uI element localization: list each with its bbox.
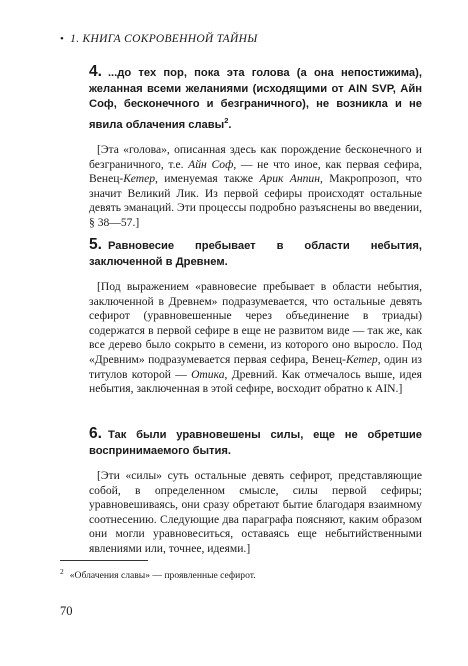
- header-bullet: •: [60, 33, 65, 45]
- text-run: , — не что иное, как первая сефира, Венец-: [89, 157, 422, 186]
- italic-term: Айн Соф: [188, 157, 234, 171]
- section-heading: 4. ...до тех пор, пока эта голова (а она непостижима), желанная всеми желаниями (исходящими от AIN SVP, Айн Соф, бесконечного и безграничного), не возникла и не явила облачения славы$^2$.: [89, 63, 422, 131]
- footnote-divider: [60, 560, 148, 561]
- footnote: [60, 566, 420, 582]
- section-number: 4.: [89, 63, 102, 80]
- header-title: 1. КНИГА СОКРОВЕННОЙ ТАЙНЫ: [70, 33, 258, 45]
- italic-term: Арик Анпин: [259, 172, 320, 186]
- section-heading-text: Так были уравновешены силы, еще не обретшие воспринимаемого бытия.: [89, 429, 422, 457]
- section-number: 5.: [89, 236, 102, 253]
- commentary-paragraph: [Эти «силы» суть остальные девять сефирот, представляющие собой, в определенном смысле, силы первой сефиры; уравновешиваясь, они сразу обретают бытие благодаря взаимному соотнесению. Следующие два параграфа поясняют, каким образом они могли уравновеситься, оставаясь еще небытийственными явлениями или, точнее, идеями.]: [89, 469, 422, 555]
- section-heading: [89, 237, 422, 270]
- running-header: [60, 33, 420, 45]
- section-4: [89, 64, 422, 231]
- footnote-text: «Облачения славы» — проявленные сефирот.: [69, 570, 256, 581]
- section-commentary: [89, 280, 422, 397]
- commentary-paragraph: [89, 143, 422, 231]
- section-heading-text: ...до тех пор, пока эта голова (а она непостижима), желанная всеми желаниями (исходящими от AIN SVP, Айн Соф, бесконечного и безграничного), не возникла и не явила облачения славы: [89, 67, 422, 131]
- section-heading: [89, 426, 422, 459]
- page-number: 70: [60, 604, 73, 618]
- text-run: , Древний. Как отмечалось выше, идея небытия, заключенная в этой сефире, восходит обратно к AIN.]: [89, 367, 422, 396]
- section-commentary: [89, 469, 422, 557]
- text-run: [Под выражением «равновесие пребывает в области небытия, заключенной в Древнем» подразумевается, что остальные девять сефирот (уравновешенные через объединение в триады) содержатся в первой сефире в еще не развитом виде — так же, как все дерево было сокрыто в семени, из которого оно выросло. Под «Древним» подразумевается первая сефира, Венец-: [89, 280, 422, 366]
- section-commentary: [89, 143, 422, 231]
- section-heading-text: Равновесие пребывает в области небытия, заключенной в Древнем.: [89, 240, 422, 268]
- text-run: , именуемая также: [155, 172, 253, 186]
- text-run: [Эта «голова», описанная здесь как порождение бесконечного и безграничного, т.е.: [89, 143, 422, 171]
- italic-term: Отика: [191, 367, 225, 381]
- italic-term: Кетер: [346, 352, 378, 366]
- section-5: [89, 237, 422, 397]
- text-run: , Макропрозоп, что значит Великий Лик. Из первой сефиры происходят остальные девять эманаций. Эти процессы подробно разъяснены во введении, § 38—57.]: [89, 172, 422, 229]
- italic-term: Кетер: [123, 172, 156, 186]
- section-6: [89, 426, 422, 557]
- footnote-mark: 2: [60, 567, 64, 576]
- footnote-ref: 2: [224, 115, 229, 125]
- section-number: 6.: [89, 425, 102, 442]
- commentary-paragraph: [89, 280, 422, 397]
- text-run: , один из титулов которой —: [89, 352, 423, 381]
